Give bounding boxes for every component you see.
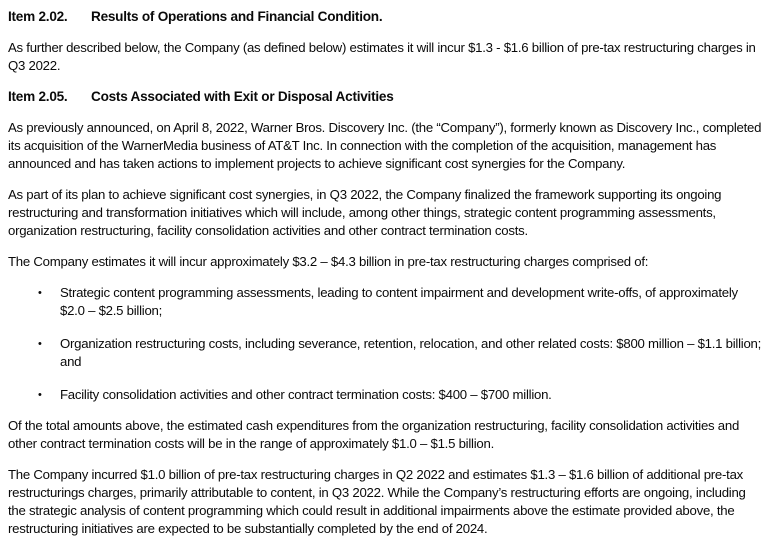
paragraph-restructuring-estimate: As further described below, the Company (as defined below) estimates it will incur $1.3 - $1.6 billion of pre-tax restructuring charges in Q3 2022. — [8, 40, 756, 73]
paragraph-charges-intro: The Company estimates it will incur approximately $3.2 – $4.3 billion in pre-tax restructuring charges comprised of: — [8, 254, 649, 269]
paragraph-q2-charges-outlook: The Company incurred $1.0 billion of pre-tax restructuring charges in Q2 2022 and estimates $1.3 – $1.6 billion of additional pre-tax restructurings charges, primarily attributable to content, in Q3 2022. While the Company’s restructuring efforts are ongoing, including the strategic analysis of content programming which could result in additional impairments above the estimate provided above, the restructuring initiatives are expected to be substantially completed by the end of 2024. — [8, 467, 746, 536]
heading-title: Results of Operations and Financial Condition. — [91, 9, 383, 24]
heading-number: Item 2.02. — [8, 9, 68, 24]
heading-number: Item 2.05. — [8, 89, 68, 104]
paragraph-cash-expenditures: Of the total amounts above, the estimated cash expenditures from the organization restructuring, facility consolidation activities and other contract termination costs will be in the range of approximately $1.0 – $1.5 billion. — [8, 418, 740, 451]
paragraph-cost-synergies-plan: As part of its plan to achieve significant cost synergies, in Q3 2022, the Company finalized the framework supporting its ongoing restructuring and transformation initiatives which will include, among other things, strategic content programming assessments, organization restructuring, facility consolidation activities and other contract termination costs. — [8, 187, 722, 238]
section-heading-item-2-02 — [8, 8, 763, 26]
heading-title: Costs Associated with Exit or Disposal Activities — [91, 89, 394, 104]
paragraph-acquisition-announcement: As previously announced, on April 8, 2022, Warner Bros. Discovery Inc. (the “Company”), formerly known as Discovery Inc., completed its acquisition of the WarnerMedia business of AT&T Inc. In connection with the completion of the acquisition, management has announced and has taken actions to implement projects to achieve significant cost synergies for the Company. — [8, 120, 762, 171]
bullet-text-content-programming: Strategic content programming assessments, leading to content impairment and development write-offs, of approximately $2.0 – $2.5 billion; — [60, 285, 738, 318]
list-item — [8, 284, 763, 320]
list-item — [8, 386, 763, 404]
bullet-text-organization-restructuring: Organization restructuring costs, including severance, retention, relocation, and other related costs: $800 million – $1.1 billion; and — [60, 336, 762, 369]
bullet-text-facility-consolidation: Facility consolidation activities and other contract termination costs: $400 – $700 million. — [60, 387, 552, 402]
bullet-marker: • — [38, 389, 42, 401]
section-heading-item-2-05 — [8, 88, 763, 106]
bullet-marker: • — [38, 287, 42, 299]
charges-bullet-list — [8, 284, 763, 404]
list-item — [8, 335, 763, 371]
bullet-marker: • — [38, 338, 42, 350]
